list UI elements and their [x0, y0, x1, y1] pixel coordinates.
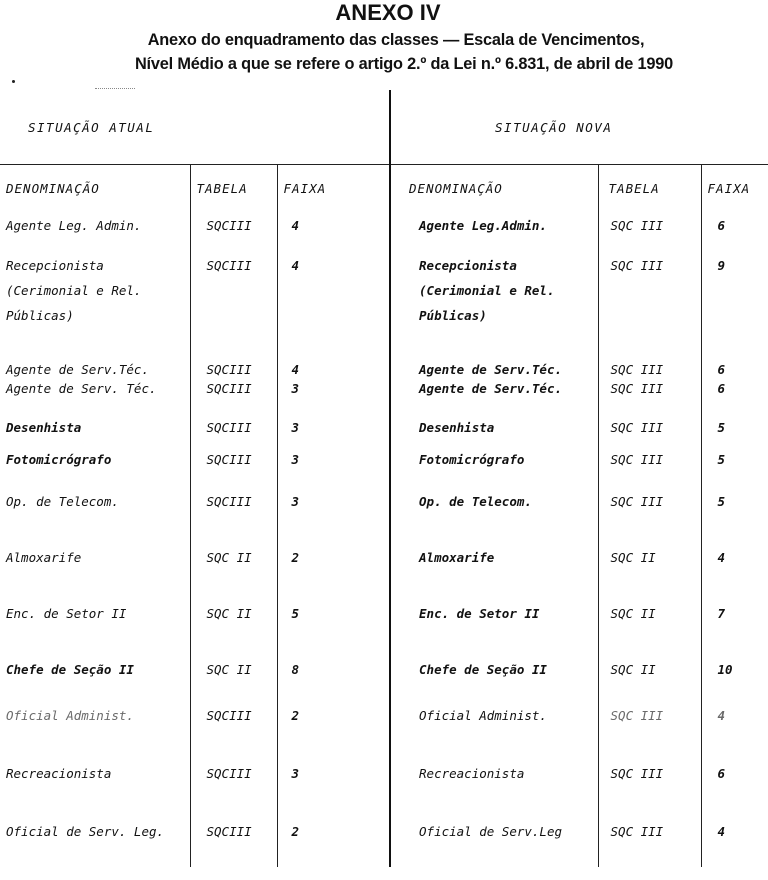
atual-tabela: SQCIII — [190, 211, 277, 251]
atual-faixa: 2 — [277, 543, 390, 599]
print-speck — [12, 80, 15, 83]
table-row — [0, 599, 768, 655]
nova-tabela: SQC III — [598, 759, 701, 817]
atual-faixa: 3 — [277, 759, 390, 817]
atual-faixa: 5 — [277, 599, 390, 655]
nova-tabela: SQC III — [598, 701, 701, 759]
atual-tabela: SQCIII — [190, 701, 277, 759]
atual-tabela: SQCIII — [190, 487, 277, 543]
nova-denominacao: Agente de Serv.Téc. — [390, 379, 598, 413]
nova-tabela: SQC III — [598, 413, 701, 445]
atual-denominacao: Recepcionista (Cerimonial e Rel. Públicas) — [6, 258, 142, 323]
atual-tabela: SQCIII — [190, 379, 277, 413]
nova-denominacao: Chefe de Seção II — [390, 655, 598, 701]
nova-faixa: 5 — [701, 413, 768, 445]
nova-tabela: SQC III — [598, 355, 701, 379]
nova-faixa: 7 — [701, 599, 768, 655]
nova-denominacao: Oficial Administ. — [390, 701, 598, 759]
section-atual-label: SITUAÇÃO ATUAL — [28, 119, 155, 135]
table-row — [0, 655, 768, 701]
atual-denominacao: Chefe de Seção II — [6, 662, 134, 677]
nova-denominacao: Almoxarife — [390, 543, 598, 599]
col-header-denominacao-atual: DENOMINAÇÃO — [0, 165, 190, 212]
atual-faixa: 2 — [277, 701, 390, 759]
col-header-faixa-atual: FAIXA — [277, 165, 390, 212]
atual-tabela: SQC II — [190, 599, 277, 655]
atual-denominacao: Agente de Serv. Téc. — [6, 381, 157, 396]
nova-faixa: 6 — [701, 379, 768, 413]
atual-denominacao: Agente Leg. Admin. — [6, 218, 142, 233]
col-header-tabela-nova: TABELA — [598, 165, 701, 212]
atual-denominacao: Desenhista — [6, 420, 82, 435]
atual-faixa: 2 — [277, 817, 390, 867]
nova-tabela: SQC III — [598, 251, 701, 355]
atual-faixa: 3 — [277, 487, 390, 543]
col-header-denominacao-nova: DENOMINAÇÃO — [390, 165, 598, 212]
atual-denominacao: Agente de Serv.Téc. — [6, 362, 149, 377]
nova-denominacao: Enc. de Setor II — [390, 599, 598, 655]
atual-tabela: SQCIII — [190, 445, 277, 487]
section-nova-label: SITUAÇÃO NOVA — [390, 90, 768, 165]
nova-denominacao: Agente de Serv.Téc. — [390, 355, 598, 379]
atual-denominacao: Almoxarife — [6, 550, 82, 565]
nova-denominacao: Recepcionista (Cerimonial e Rel. Públicas) — [390, 251, 598, 355]
table-row — [0, 445, 768, 487]
classification-table — [0, 90, 768, 867]
atual-denominacao: Enc. de Setor II — [6, 606, 127, 621]
annex-subtitle-line-2: Nível Médio a que se refere o artigo 2.º da Lei n.º 6.831, de abril de 1990 — [134, 54, 674, 73]
col-header-faixa-nova: FAIXA — [701, 165, 768, 212]
nova-denominacao: Agente Leg.Admin. — [390, 211, 598, 251]
atual-faixa: 8 — [277, 655, 390, 701]
nova-tabela: SQC III — [598, 817, 701, 867]
atual-denominacao: Op. de Telecom. — [6, 494, 119, 509]
nova-faixa: 4 — [701, 817, 768, 867]
nova-tabela: SQC III — [598, 445, 701, 487]
nova-tabela: SQC II — [598, 599, 701, 655]
nova-faixa: 4 — [701, 701, 768, 759]
atual-tabela: SQCIII — [190, 413, 277, 445]
atual-faixa: 3 — [277, 445, 390, 487]
table-row — [0, 701, 768, 759]
table-row — [0, 251, 768, 355]
table-row — [0, 355, 768, 379]
atual-denominacao: Recreacionista — [6, 766, 112, 781]
nova-faixa: 10 — [701, 655, 768, 701]
column-header-row — [0, 165, 768, 212]
atual-tabela: SQC II — [190, 543, 277, 599]
atual-faixa: 4 — [277, 211, 390, 251]
table-row — [0, 379, 768, 413]
table-row — [0, 413, 768, 445]
atual-tabela: SQCIII — [190, 817, 277, 867]
atual-faixa: 4 — [277, 355, 390, 379]
atual-denominacao: Oficial Administ. — [6, 708, 134, 723]
nova-faixa: 9 — [701, 251, 768, 355]
table-row — [0, 487, 768, 543]
nova-denominacao: Op. de Telecom. — [390, 487, 598, 543]
nova-faixa: 5 — [701, 487, 768, 543]
table-row — [0, 759, 768, 817]
table-row — [0, 543, 768, 599]
annex-subtitle-line-1: Anexo do enquadramento das classes — Escala de Vencimentos, — [147, 30, 645, 49]
table-row — [0, 817, 768, 867]
atual-faixa: 3 — [277, 413, 390, 445]
nova-faixa: 4 — [701, 543, 768, 599]
col-header-tabela-atual: TABELA — [190, 165, 277, 212]
atual-denominacao: Fotomicrógrafo — [6, 452, 112, 467]
annex-title: ANEXO IV — [335, 0, 441, 25]
atual-tabela: SQCIII — [190, 251, 277, 355]
nova-tabela: SQC II — [598, 543, 701, 599]
section-header-row — [0, 90, 768, 165]
table-row — [0, 211, 768, 251]
nova-faixa: 6 — [701, 355, 768, 379]
atual-faixa: 3 — [277, 379, 390, 413]
atual-tabela: SQCIII — [190, 759, 277, 817]
nova-denominacao: Fotomicrógrafo — [390, 445, 598, 487]
atual-tabela: SQC II — [190, 655, 277, 701]
atual-tabela: SQCIII — [190, 355, 277, 379]
nova-denominacao: Oficial de Serv.Leg — [390, 817, 598, 867]
nova-denominacao: Desenhista — [390, 413, 598, 445]
nova-faixa: 6 — [701, 211, 768, 251]
nova-tabela: SQC III — [598, 487, 701, 543]
nova-tabela: SQC II — [598, 655, 701, 701]
nova-tabela: SQC III — [598, 211, 701, 251]
atual-faixa: 4 — [277, 251, 390, 355]
nova-faixa: 6 — [701, 759, 768, 817]
print-dots — [95, 88, 135, 89]
nova-tabela: SQC III — [598, 379, 701, 413]
nova-denominacao: Recreacionista — [390, 759, 598, 817]
atual-denominacao: Oficial de Serv. Leg. — [6, 824, 165, 839]
nova-faixa: 5 — [701, 445, 768, 487]
